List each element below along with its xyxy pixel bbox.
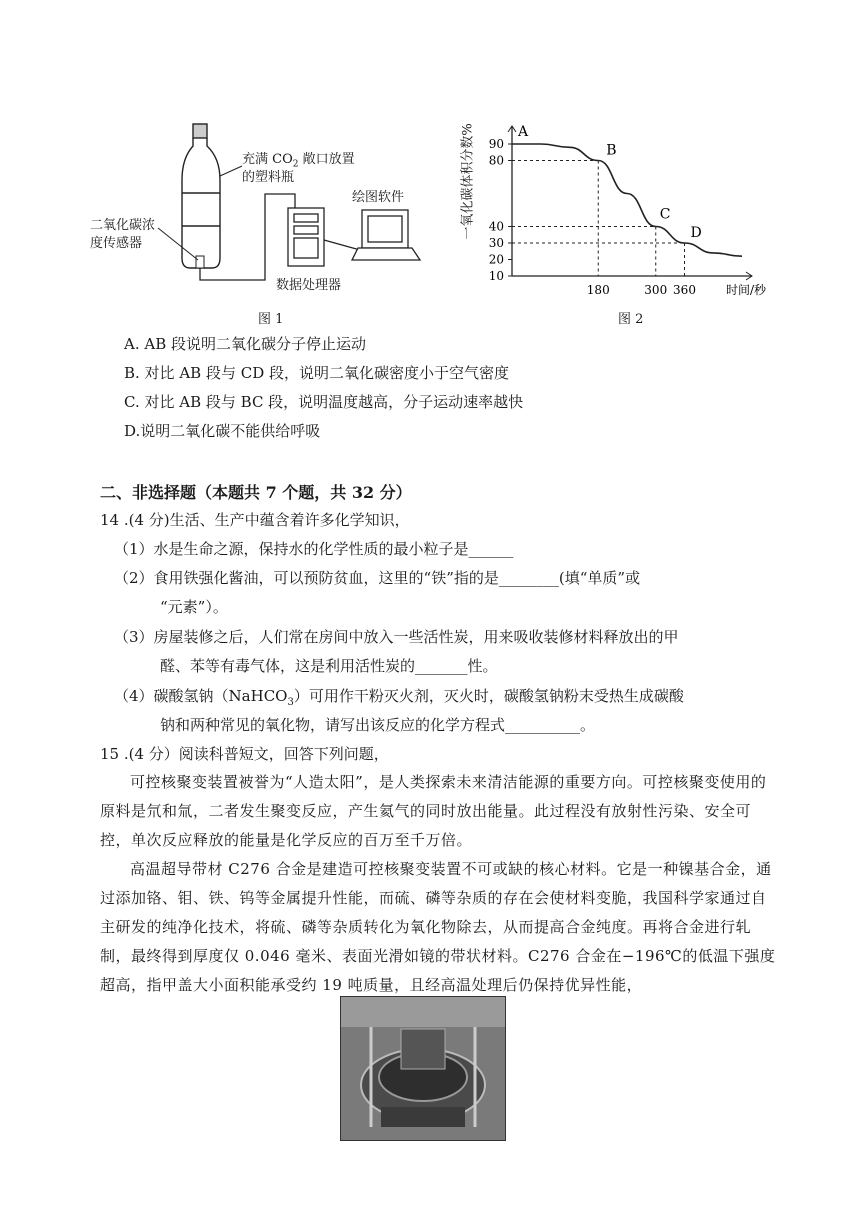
y-tick-label: 80 [488, 153, 504, 168]
co-chart [468, 112, 768, 302]
y-tick-label: 20 [488, 252, 504, 267]
sensor-probe-icon [196, 256, 204, 268]
option-d: D.说明二氧化碳不能供给呼吸 [124, 422, 321, 440]
x-axis-label: 时间/秒 [726, 283, 767, 297]
q14-part4b: 钠和两种常见的氧化物，请写出该反应的化学方程式__________。 [160, 716, 596, 734]
bottle-label: 充满 $CO_2$ 敞口放置 [242, 152, 355, 170]
q14-stem: 14 .(4 分)生活、生产中蕴含着许多化学知识， [100, 511, 410, 529]
option-a: A. AB 段说明二氧化碳分子停止运动 [124, 335, 366, 353]
q14-part4a: （4）碳酸氢钠（NaHCO$_3$）可用作干粉灭火剂，灭火时，碳酸氢钠粉末受热生成碳酸 [114, 687, 684, 708]
q15-stem: 15 .(4 分）阅读科普短文，回答下列问题， [100, 745, 389, 763]
fusion-device-photo [340, 996, 506, 1141]
sensor-label-2: 度传感器 [90, 236, 143, 251]
q15-paragraph-2: 高温超导带材 C276 合金是建造可控核聚变装置不可或缺的核心材料。它是一种镍基合金，通过添加铬、钼、铁、钨等金属提升性能，而硫、磷等杂质的存在会使材料变脆，我国科学家通过自主研发的纯净化技术，将硫、磷等杂质转化为氧化物除去，从而提高合金纯度。再将合金进行轧制，最终得到厚度仅 0.046 毫米、表面光滑如镜的带状材料。C276 合金在−196℃的低温下强度超高，指甲盖大小面积能承受约 19 吨质量，且经高温处理后仍保持优异性能， [100, 860, 776, 994]
figure-2 [460, 112, 768, 332]
software-label: 绘图软件 [352, 190, 405, 205]
q14-part3b: 醛、苯等有毒气体，这是利用活性炭的_______性。 [160, 657, 498, 675]
y-tick-label: 90 [488, 137, 504, 151]
figure-2-caption: 图 2 [618, 312, 644, 327]
q14-part2b: “元素”）。 [160, 598, 228, 616]
plastic-bottle-icon [182, 124, 220, 268]
q14-part2a: （2）食用铁强化酱油，可以预防贫血，这里的“铁”指的是________(填“单质”或 [114, 569, 641, 587]
point-label-a: A [518, 124, 529, 140]
sensor-label-1: 二氧化碳浓 [90, 218, 156, 233]
y-tick-label: 10 [488, 269, 504, 283]
x-tick-label: 360 [673, 283, 696, 297]
section-2-title: 二、非选择题（本题共 7 个题，共 32 分） [100, 483, 412, 502]
chart-ylabel: 一氧化碳体积分数% [460, 123, 476, 240]
q15-paragraph-1: 可控核聚变装置被誉为“人造太阳”，是人类探索未来清洁能源的重要方向。可控核聚变使用的原料是氘和氚，二者发生聚变反应，产生氦气的同时放出能量。此过程没有放射性污染、安全可控，单次反应释放的能量是化学反应的百万至千万倍。 [100, 773, 767, 849]
option-b: B. 对比 AB 段与 CD 段，说明二氧化碳密度小于空气密度 [124, 364, 509, 382]
x-tick-label: 180 [586, 283, 610, 297]
series-line [512, 144, 742, 256]
bottle-label-2: 的塑料瓶 [242, 170, 295, 185]
x-tick-label: 300 [644, 283, 668, 297]
point-label-c: C [659, 206, 671, 223]
point-label-b: B [606, 142, 617, 159]
q14-part1: （1）水是生命之源，保持水的化学性质的最小粒子是______ [114, 540, 514, 558]
processor-label: 数据处理器 [276, 278, 342, 293]
computer-icon [352, 210, 420, 260]
point-label-d: D [690, 225, 702, 241]
figure-1 [90, 118, 450, 328]
data-processor-icon [288, 208, 324, 266]
y-tick-label: 30 [488, 236, 504, 250]
option-c: C. 对比 AB 段与 BC 段，说明温度越高，分子运动速率越快 [124, 393, 524, 411]
figure-1-caption: 图 1 [258, 312, 284, 327]
y-tick-label: 40 [488, 219, 504, 234]
q14-part3a: （3）房屋装修之后，人们常在房间中放入一些活性炭，用来吸收装修材料释放出的甲 [114, 628, 679, 646]
